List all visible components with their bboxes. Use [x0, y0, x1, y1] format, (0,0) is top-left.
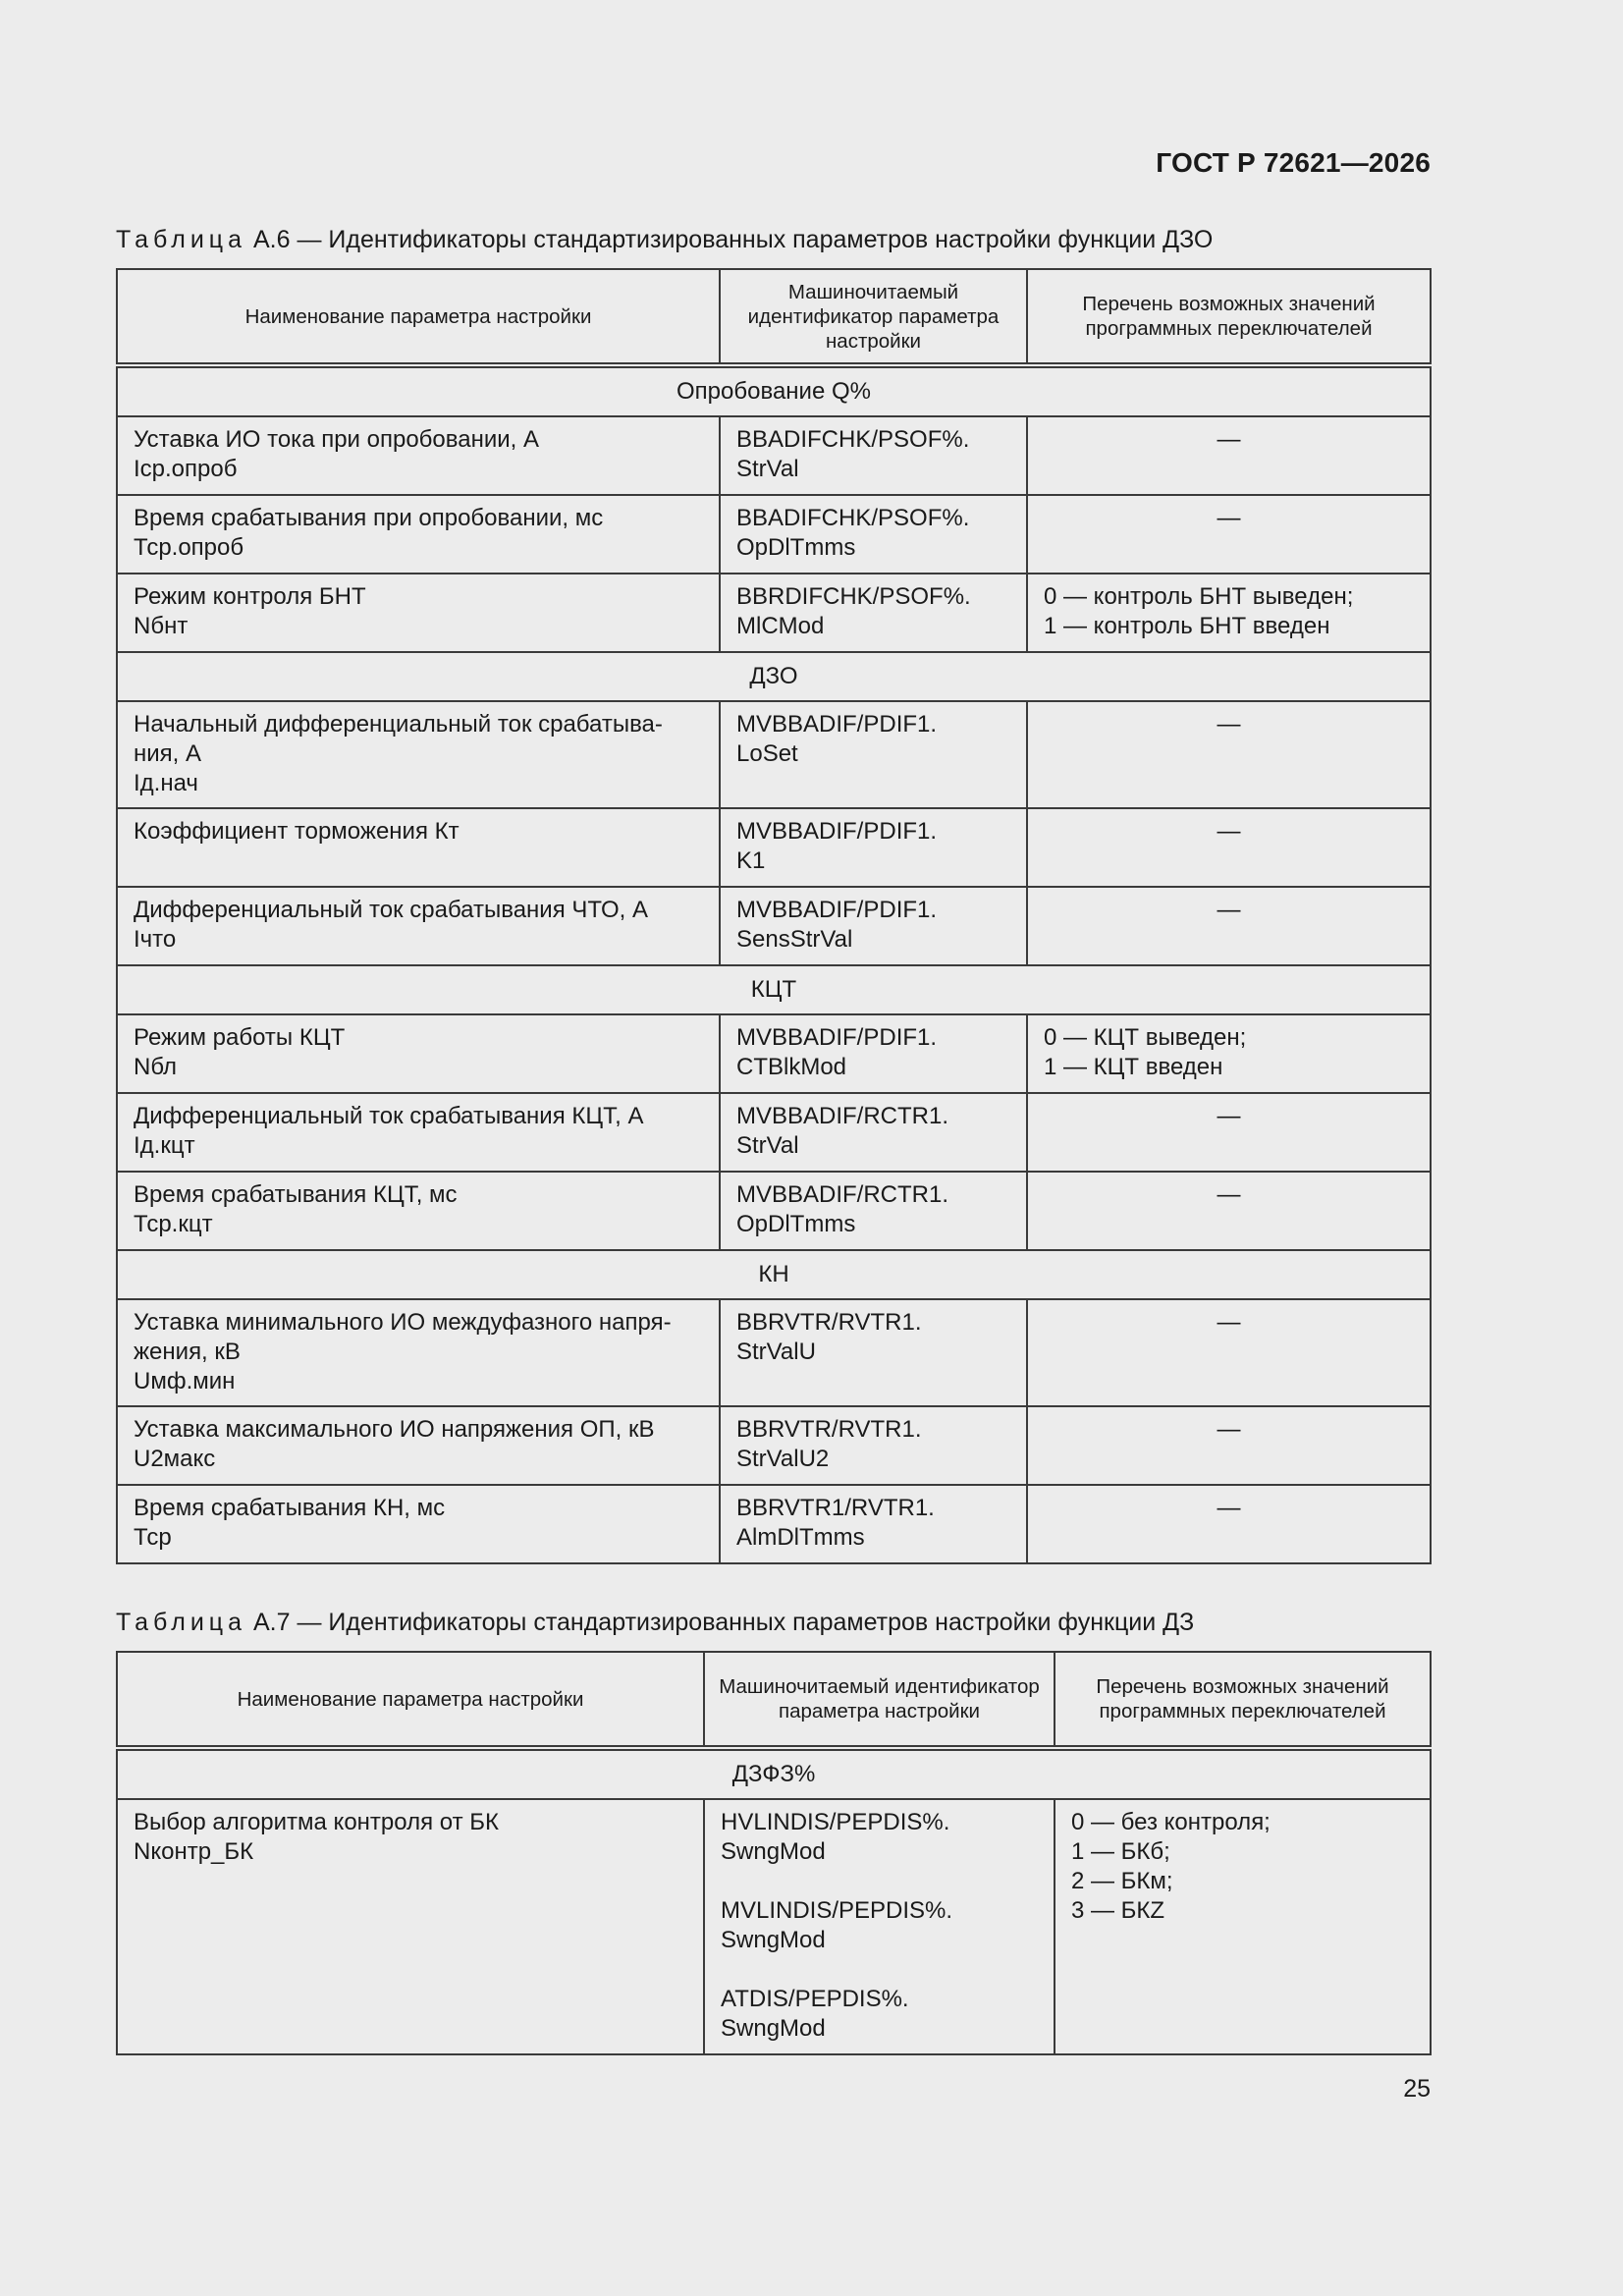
cell-line: K1 [736, 847, 766, 874]
cell-line: Время срабатывания КН, мс [134, 1495, 446, 1521]
cell-line: 2 — БКм; [1071, 1868, 1173, 1894]
table-row [117, 495, 1431, 574]
identifier-cell [720, 701, 1027, 808]
cell-line: — [1217, 1103, 1241, 1129]
section-title: ДЗО [117, 652, 1431, 701]
identifier-cell [720, 574, 1027, 652]
parameter-name-cell [117, 1485, 720, 1563]
parameter-name-cell [117, 1093, 720, 1172]
cell-line: BBRVTR/RVTR1. [736, 1309, 922, 1336]
parameter-name-cell [117, 495, 720, 574]
cell-line: StrVal [736, 1132, 799, 1159]
parameter-name-cell [117, 701, 720, 808]
column-header-name: Наименование параметра настройки [117, 269, 720, 365]
parameter-name-cell [117, 1799, 704, 2054]
cell-line: MVBBADIF/PDIF1. [736, 897, 938, 923]
section-title: КЦТ [117, 965, 1431, 1014]
cell-line: MVBBADIF/PDIF1. [736, 818, 938, 845]
cell-line: 0 — без контроля; [1071, 1809, 1271, 1835]
section-row [117, 652, 1431, 701]
parameter-name-cell [117, 887, 720, 965]
cell-line: Начальный дифференциальный ток срабатыва- [134, 711, 663, 738]
page-number: 25 [1403, 2075, 1431, 2103]
cell-line: Uмф.мин [134, 1368, 236, 1394]
cell-line: MVBBADIF/PDIF1. [736, 711, 938, 738]
identifier-cell [720, 495, 1027, 574]
values-cell [1027, 495, 1431, 574]
cell-line: 1 — контроль БНТ введен [1044, 613, 1330, 639]
cell-line: ATDIS/PEPDIS%. [721, 1986, 909, 2012]
cell-line: — [1217, 1181, 1241, 1208]
section-row [117, 965, 1431, 1014]
caption-text: А.6 — Идентификаторы стандартизированных параметров настройки функции ДЗО [246, 226, 1214, 253]
section-row [117, 1748, 1431, 1799]
cell-line: SensStrVal [736, 926, 853, 953]
identifier-cell [720, 416, 1027, 495]
table-row [117, 574, 1431, 652]
table-a6-caption [116, 226, 1213, 254]
cell-line: — [1217, 505, 1241, 531]
values-cell [1027, 701, 1431, 808]
values-cell [1027, 1485, 1431, 1563]
document-code: ГОСТ Р 72621—2026 [1156, 147, 1431, 178]
cell-line: MVLINDIS/PEPDIS%. [721, 1897, 953, 1924]
parameter-name-cell [117, 1014, 720, 1093]
table-row [117, 1172, 1431, 1250]
cell-line: — [1217, 1416, 1241, 1443]
table-a7-caption [116, 1609, 1194, 1637]
values-cell [1055, 1799, 1431, 2054]
caption-text: А.7 — Идентификаторы стандартизированных параметров настройки функции ДЗ [246, 1609, 1195, 1636]
cell-line: Коэффициент торможения Кт [134, 818, 460, 845]
cell-line: — [1217, 897, 1241, 923]
values-cell [1027, 1014, 1431, 1093]
column-header-identifier: Машиночитаемый идентификатор параметра настройки [720, 269, 1027, 365]
table-row [117, 1485, 1431, 1563]
cell-line: Время срабатывания при опробовании, мс [134, 505, 604, 531]
column-header-name: Наименование параметра настройки [117, 1652, 704, 1748]
cell-line: Режим контроля БНТ [134, 583, 366, 610]
values-cell [1027, 808, 1431, 887]
cell-line: — [1217, 818, 1241, 845]
cell-line: Iчто [134, 926, 177, 953]
cell-line: BBRVTR/RVTR1. [736, 1416, 922, 1443]
column-header-values: Перечень возможных значений программных переключателей [1027, 269, 1431, 365]
cell-line: Тср [134, 1524, 172, 1551]
cell-line: — [1217, 1495, 1241, 1521]
table-row [117, 1014, 1431, 1093]
table-a6 [116, 268, 1432, 1564]
identifier-cell [704, 1799, 1055, 2054]
cell-line: SwngMod [721, 2015, 826, 2042]
cell-line: StrValU [736, 1339, 816, 1365]
cell-line: Iср.опроб [134, 456, 238, 482]
column-header-identifier: Машиночитаемый идентификатор параметра настройки [704, 1652, 1055, 1748]
table-row [117, 1093, 1431, 1172]
values-cell [1027, 1299, 1431, 1406]
cell-line: Уставка ИО тока при опробовании, А [134, 426, 539, 453]
identifier-cell [720, 1406, 1027, 1485]
cell-line: 3 — БКZ [1071, 1897, 1165, 1924]
cell-line: BBADIFCHK/PSOF%. [736, 505, 970, 531]
values-cell [1027, 887, 1431, 965]
cell-line: BBRDIFCHK/PSOF%. [736, 583, 971, 610]
cell-line: 0 — КЦТ выведен; [1044, 1024, 1247, 1051]
cell-line: 1 — КЦТ введен [1044, 1054, 1223, 1080]
values-cell [1027, 1093, 1431, 1172]
values-cell [1027, 416, 1431, 495]
identifier-cell [720, 1093, 1027, 1172]
cell-line: MVBBADIF/RCTR1. [736, 1103, 949, 1129]
cell-line: Дифференциальный ток срабатывания КЦТ, А [134, 1103, 644, 1129]
identifier-cell [720, 1172, 1027, 1250]
cell-line: Тср.опроб [134, 534, 244, 561]
parameter-name-cell [117, 574, 720, 652]
cell-line: Nбл [134, 1054, 178, 1080]
line-gap [721, 1867, 1038, 1896]
table-row [117, 808, 1431, 887]
identifier-cell [720, 808, 1027, 887]
section-row [117, 365, 1431, 416]
cell-line: Уставка максимального ИО напряжения ОП, кВ [134, 1416, 655, 1443]
cell-line: OpDlTmms [736, 1211, 856, 1237]
cell-line: Время срабатывания КЦТ, мс [134, 1181, 458, 1208]
cell-line: Nбнт [134, 613, 189, 639]
cell-line: Дифференциальный ток срабатывания ЧТО, А [134, 897, 648, 923]
section-title: Опробование Q% [117, 365, 1431, 416]
table-row [117, 416, 1431, 495]
cell-line: MlCMod [736, 613, 825, 639]
values-cell [1027, 574, 1431, 652]
cell-line: BBRVTR1/RVTR1. [736, 1495, 935, 1521]
cell-line: StrVal [736, 456, 799, 482]
cell-line: — [1217, 1309, 1241, 1336]
cell-line: 0 — контроль БНТ выведен; [1044, 583, 1354, 610]
table-row [117, 1299, 1431, 1406]
identifier-cell [720, 1014, 1027, 1093]
cell-line: 1 — БКб; [1071, 1838, 1170, 1865]
table-row [117, 1406, 1431, 1485]
caption-prefix: Таблица [116, 1609, 247, 1636]
cell-line: Iд.нач [134, 770, 198, 796]
cell-line: MVBBADIF/PDIF1. [736, 1024, 938, 1051]
line-gap [721, 1955, 1038, 1985]
cell-line: Выбор алгоритма контроля от БК [134, 1809, 499, 1835]
cell-line: CTBlkMod [736, 1054, 847, 1080]
table-row [117, 1799, 1431, 2054]
identifier-cell [720, 1299, 1027, 1406]
section-title: ДЗФЗ% [117, 1748, 1431, 1799]
cell-line: HVLINDIS/PEPDIS%. [721, 1809, 950, 1835]
section-row [117, 1250, 1431, 1299]
cell-line: U2макс [134, 1446, 216, 1472]
cell-line: SwngMod [721, 1927, 826, 1953]
identifier-cell [720, 887, 1027, 965]
cell-line: — [1217, 426, 1241, 453]
parameter-name-cell [117, 808, 720, 887]
caption-prefix: Таблица [116, 226, 247, 253]
cell-line: Тср.кцт [134, 1211, 213, 1237]
cell-line: — [1217, 711, 1241, 738]
cell-line: LoSet [736, 740, 798, 767]
section-title: КН [117, 1250, 1431, 1299]
cell-line: StrValU2 [736, 1446, 830, 1472]
parameter-name-cell [117, 416, 720, 495]
cell-line: Уставка минимального ИО междуфазного напря- [134, 1309, 672, 1336]
column-header-values: Перечень возможных значений программных переключателей [1055, 1652, 1431, 1748]
values-cell [1027, 1172, 1431, 1250]
cell-line: AlmDlTmms [736, 1524, 865, 1551]
cell-line: MVBBADIF/RCTR1. [736, 1181, 949, 1208]
parameter-name-cell [117, 1299, 720, 1406]
cell-line: Nконтр_БК [134, 1838, 254, 1865]
values-cell [1027, 1406, 1431, 1485]
table-a7 [116, 1651, 1432, 2055]
cell-line: жения, кВ [134, 1339, 241, 1365]
table-row [117, 887, 1431, 965]
cell-line: Режим работы КЦТ [134, 1024, 346, 1051]
cell-line: BBADIFCHK/PSOF%. [736, 426, 970, 453]
identifier-cell [720, 1485, 1027, 1563]
cell-line: ния, А [134, 740, 201, 767]
parameter-name-cell [117, 1406, 720, 1485]
table-row [117, 701, 1431, 808]
cell-line: SwngMod [721, 1838, 826, 1865]
cell-line: OpDlTmms [736, 534, 856, 561]
parameter-name-cell [117, 1172, 720, 1250]
cell-line: Iд.кцт [134, 1132, 195, 1159]
